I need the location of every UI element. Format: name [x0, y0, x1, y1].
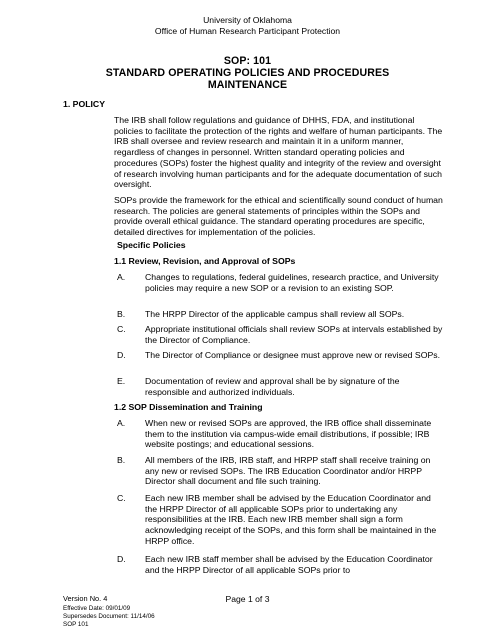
title-maintenance: MAINTENANCE	[207, 79, 288, 91]
list-item-text: When new or revised SOPs are approved, the IRB office shall disseminate them to the institution via campus-wide email distributions, if possible; IRB website postings; and educational sessions.	[145, 418, 432, 450]
list-item-letter: C.	[117, 324, 126, 334]
header-university: University of Oklahoma	[203, 15, 292, 25]
list-item-text: Each new IRB staff member shall be advised by the Education Coordinator and the HRPP Director of all applicable SOPs prior to	[145, 554, 433, 575]
title-sop-number: SOP: 101	[223, 55, 272, 67]
specific-policies-heading: Specific Policies	[117, 240, 186, 250]
policy-paragraph-2: SOPs provide the framework for the ethical and scientifically sound conduct of human research. The policies are general statements of principles within the SOPs and provide overall ethical guidance. The standard operating procedures are specific, detailed directives for implementation of the policies.	[114, 195, 443, 238]
policy-paragraph-1: The IRB shall follow regulations and guidance of DHHS, FDA, and institutional policies to facilitate the protection of the rights and welfare of human participants. The IRB shall oversee and review research and maintain it in a uniform manner, regardless of changes in personnel. Written standard operating policies and procedures (SOPs) foster the highest quality and integrity of the review and oversight of research involving human participants and for the adequate documentation of such oversight.	[114, 115, 443, 190]
footer-sop-id: SOP 101	[63, 621, 89, 628]
subsection-heading-1-1: 1.1 Review, Revision, and Approval of SOPs	[114, 256, 296, 266]
title-main: STANDARD OPERATING POLICIES AND PROCEDURES	[105, 67, 390, 79]
header-office: Office of Human Research Participant Protection	[154, 26, 341, 36]
list-item-text: Documentation of review and approval shall be by signature of the responsible and authorized individuals.	[145, 376, 400, 397]
list-item-letter: B.	[117, 455, 126, 465]
list-item-text: Appropriate institutional officials shall review SOPs at intervals established by the Director of Compliance.	[145, 324, 443, 345]
subsection-heading-1-2: 1.2 SOP Dissemination and Training	[114, 402, 263, 412]
footer-version: Version No. 4	[63, 594, 108, 603]
list-item-text: Changes to regulations, federal guidelines, research practice, and University policies may require a new SOP or a revision to an existing SOP.	[145, 272, 439, 293]
footer-effective-date: Effective Date: 09/01/09	[63, 605, 131, 612]
list-item-text: The HRPP Director of the applicable campus shall review all SOPs.	[145, 309, 405, 319]
list-item-letter: B.	[117, 309, 126, 319]
footer-page-number: Page 1 of 3	[225, 594, 270, 604]
list-item-letter: C.	[117, 493, 126, 503]
footer-supersedes: Supersedes Document: 11/14/06	[63, 613, 155, 620]
list-item-letter: E.	[117, 376, 126, 386]
list-item-letter: D.	[117, 554, 126, 564]
list-item-text: Each new IRB member shall be advised by the Education Coordinator and the HRPP Director of all applicable SOPs prior to undertaking any responsibilities at the IRB. Each new IRB member shall sign a form acknowledging receipt of the SOPs, and this form shall be maintained in the HRPP office.	[145, 493, 437, 546]
list-item-text: All members of the IRB, IRB staff, and HRPP staff shall receive training on any new or revised SOPs. The IRB Education Coordinator and/or HRPP Director shall document and file such training.	[145, 455, 431, 487]
list-item-letter: D.	[117, 350, 126, 360]
list-item-letter: A.	[117, 272, 126, 282]
list-item-letter: A.	[117, 418, 126, 428]
list-item-text: The Director of Compliance or designee must approve new or revised SOPs.	[145, 350, 441, 360]
section-heading-policy: 1. POLICY	[63, 99, 105, 109]
